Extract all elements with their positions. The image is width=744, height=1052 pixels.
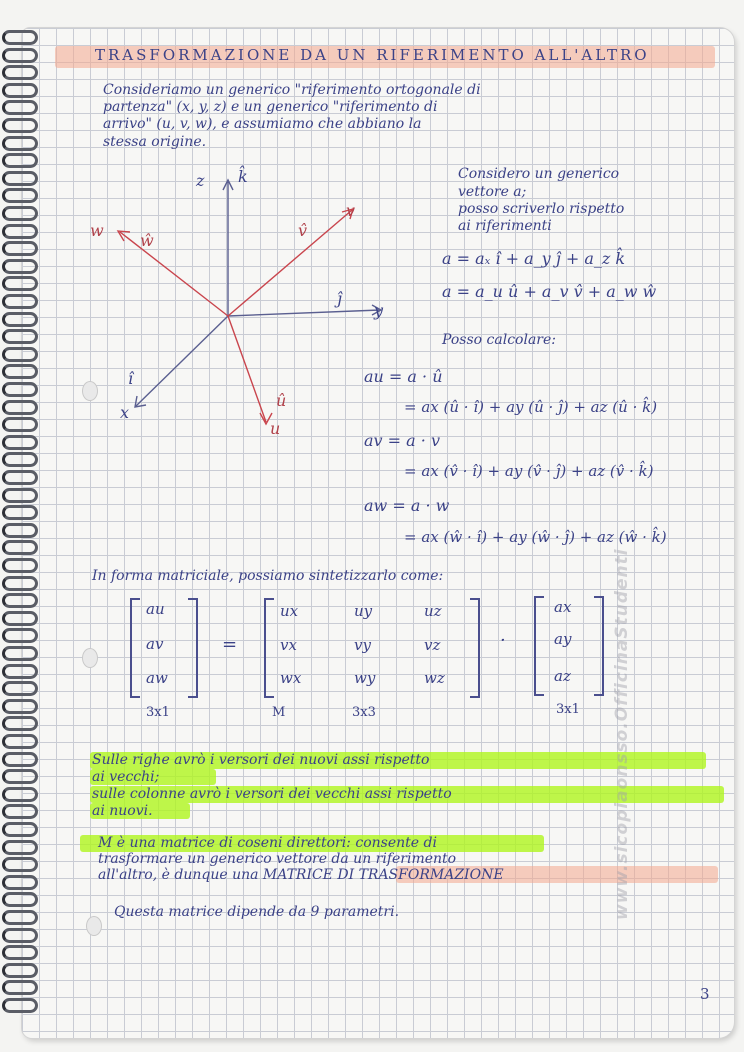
- dim-left: 3x1: [146, 705, 170, 720]
- calc-av: av = a · v: [364, 431, 440, 450]
- spiral-coil: [2, 681, 38, 696]
- intro-line-2: partenza" (x, y, z) e un generico "riferimento di: [103, 99, 438, 115]
- spiral-coil: [2, 646, 38, 661]
- spiral-coil: [2, 857, 38, 872]
- m-note-3: all'altro, è dunque una MATRICE DI TRASFORMAZIONE: [98, 867, 504, 883]
- spiral-coil: [2, 259, 38, 274]
- spiral-coil: [2, 998, 38, 1013]
- v-hat-label: v̂: [298, 221, 308, 240]
- vec-left-av: av: [146, 635, 164, 653]
- spiral-coil: [2, 928, 38, 943]
- calc-aw-expanded: = ax (ŵ · î) + ay (ŵ · ĵ) + az (ŵ · k̂): [404, 528, 667, 546]
- spiral-coil: [2, 171, 38, 186]
- i-hat-label: î: [128, 369, 134, 388]
- spiral-coil: [2, 611, 38, 626]
- spiral-coil: [2, 769, 38, 784]
- u-hat-label: û: [276, 391, 287, 410]
- spiral-coil: [2, 224, 38, 239]
- spiral-coil: [2, 364, 38, 379]
- vector-text-3: posso scriverlo rispetto: [458, 201, 625, 217]
- punch-hole: [82, 381, 98, 401]
- m-vz: vz: [424, 636, 441, 654]
- calc-au-expanded: = ax (û · î) + ay (û · ĵ) + az (û · k̂): [404, 398, 658, 416]
- u-label: u: [270, 419, 281, 438]
- spiral-coil: [2, 30, 38, 45]
- matrix-bracket-open: [264, 598, 274, 698]
- spiral-coil: [2, 840, 38, 855]
- calc-label: Posso calcolare:: [442, 332, 556, 348]
- w-axis: [120, 232, 228, 316]
- dim-m: M: [272, 705, 286, 720]
- m-wz: wz: [424, 669, 445, 687]
- spiral-coil: [2, 206, 38, 221]
- left-vector-bracket-close: [188, 598, 198, 698]
- spiral-coil: [2, 752, 38, 767]
- spiral-binding: [0, 30, 34, 1030]
- page-title: TRASFORMAZIONE DA UN RIFERIMENTO ALL'ALTRO: [95, 46, 650, 64]
- watermark: www.sicopiaonsso.OfficinaStudenti: [612, 548, 632, 920]
- page-number: 3: [700, 985, 710, 1003]
- spiral-coil: [2, 417, 38, 432]
- vec-right-ay: ay: [554, 630, 572, 648]
- spiral-coil: [2, 470, 38, 485]
- right-vector-bracket-open: [534, 596, 544, 696]
- k-hat-label: k̂: [238, 167, 248, 186]
- spiral-coil: [2, 523, 38, 538]
- m-note-1: M è una matrice di coseni direttori: consente di: [98, 835, 437, 851]
- vec-right-ax: ax: [554, 598, 572, 616]
- spiral-coil: [2, 118, 38, 133]
- m-uy: uy: [354, 602, 373, 620]
- spiral-coil: [2, 83, 38, 98]
- v-axis: [228, 210, 352, 316]
- spiral-coil: [2, 787, 38, 802]
- vec-left-au: au: [146, 600, 165, 618]
- x-axis: [136, 316, 228, 406]
- params-note: Questa matrice dipende da 9 parametri.: [114, 904, 400, 920]
- matrix-equals: =: [222, 634, 238, 655]
- spiral-coil: [2, 329, 38, 344]
- spiral-coil: [2, 100, 38, 115]
- m-wy: wy: [354, 669, 376, 687]
- spiral-coil: [2, 734, 38, 749]
- spiral-coil: [2, 452, 38, 467]
- spiral-coil: [2, 435, 38, 450]
- spiral-coil: [2, 963, 38, 978]
- spiral-coil: [2, 716, 38, 731]
- intro-line-4: stessa origine.: [103, 134, 207, 150]
- spiral-coil: [2, 488, 38, 503]
- dim-right: 3x1: [556, 702, 580, 717]
- y-label: y: [374, 301, 384, 320]
- u-axis: [228, 316, 266, 422]
- rows-note-1: Sulle righe avrò i versori dei nuovi assi rispetto: [92, 752, 430, 768]
- spiral-coil: [2, 347, 38, 362]
- spiral-coil: [2, 153, 38, 168]
- intro-line-3: arrivo" (u, v, w), e assumiamo che abbiano la: [103, 116, 422, 132]
- equation-uvw: a = a_u û + a_v v̂ + a_w ŵ: [442, 282, 657, 301]
- calc-aw: aw = a · w: [364, 496, 450, 515]
- spiral-coil: [2, 980, 38, 995]
- spiral-coil: [2, 558, 38, 573]
- spiral-coil: [2, 136, 38, 151]
- spiral-coil: [2, 576, 38, 591]
- spiral-coil: [2, 48, 38, 63]
- calc-au: au = a · û: [364, 367, 443, 386]
- spiral-coil: [2, 945, 38, 960]
- spiral-coil: [2, 276, 38, 291]
- j-hat-label: ĵ: [337, 289, 342, 308]
- m-note-2: trasformare un generico vettore da un riferimento: [98, 851, 457, 867]
- spiral-coil: [2, 593, 38, 608]
- spiral-coil: [2, 312, 38, 327]
- m-vy: vy: [354, 636, 371, 654]
- punch-hole: [86, 916, 102, 936]
- cols-note-1: sulle colonne avrò i versori dei vecchi assi rispetto: [92, 786, 452, 802]
- cols-note-2: ai nuovi.: [92, 803, 153, 819]
- intro-line-1: Consideriamo un generico "riferimento ortogonale di: [103, 82, 481, 98]
- spiral-coil: [2, 822, 38, 837]
- punch-hole: [82, 648, 98, 668]
- spiral-coil: [2, 505, 38, 520]
- vector-text-4: ai riferimenti: [458, 218, 552, 234]
- spiral-coil: [2, 699, 38, 714]
- spiral-coil: [2, 382, 38, 397]
- vector-text-1: Considero un generico: [458, 166, 620, 182]
- m-wx: wx: [280, 669, 302, 687]
- m-ux: ux: [280, 602, 299, 620]
- rows-note-2: ai vecchi;: [92, 769, 160, 785]
- right-vector-bracket-close: [594, 596, 604, 696]
- calc-av-expanded: = ax (v̂ · î) + ay (v̂ · ĵ) + az (v̂ · k̂): [404, 462, 654, 480]
- spiral-coil: [2, 910, 38, 925]
- vector-text-2: vettore a;: [458, 184, 527, 200]
- spiral-coil: [2, 65, 38, 80]
- dim-mid: 3x3: [352, 705, 376, 720]
- m-vx: vx: [280, 636, 297, 654]
- spiral-coil: [2, 892, 38, 907]
- spiral-coil: [2, 628, 38, 643]
- v-label: v: [346, 201, 356, 220]
- left-vector-bracket-open: [130, 598, 140, 698]
- matrix-bracket-close: [470, 598, 480, 698]
- x-label: x: [120, 403, 130, 422]
- w-label: w: [90, 221, 104, 240]
- m-uz: uz: [424, 602, 442, 620]
- vec-right-az: az: [554, 667, 571, 685]
- matrix-intro: In forma matriciale, possiamo sintetizzarlo come:: [92, 568, 444, 584]
- spiral-coil: [2, 241, 38, 256]
- spiral-coil: [2, 540, 38, 555]
- spiral-coil: [2, 664, 38, 679]
- spiral-coil: [2, 294, 38, 309]
- w-hat-label: ŵ: [140, 231, 154, 250]
- z-label: z: [196, 171, 205, 190]
- equation-xyz: a = aₓ î + a_y ĵ + a_z k̂: [442, 249, 626, 268]
- vec-left-aw: aw: [146, 669, 168, 687]
- y-axis: [228, 310, 380, 316]
- spiral-coil: [2, 188, 38, 203]
- matrix-dot: ·: [500, 630, 506, 651]
- spiral-coil: [2, 400, 38, 415]
- spiral-coil: [2, 804, 38, 819]
- spiral-coil: [2, 875, 38, 890]
